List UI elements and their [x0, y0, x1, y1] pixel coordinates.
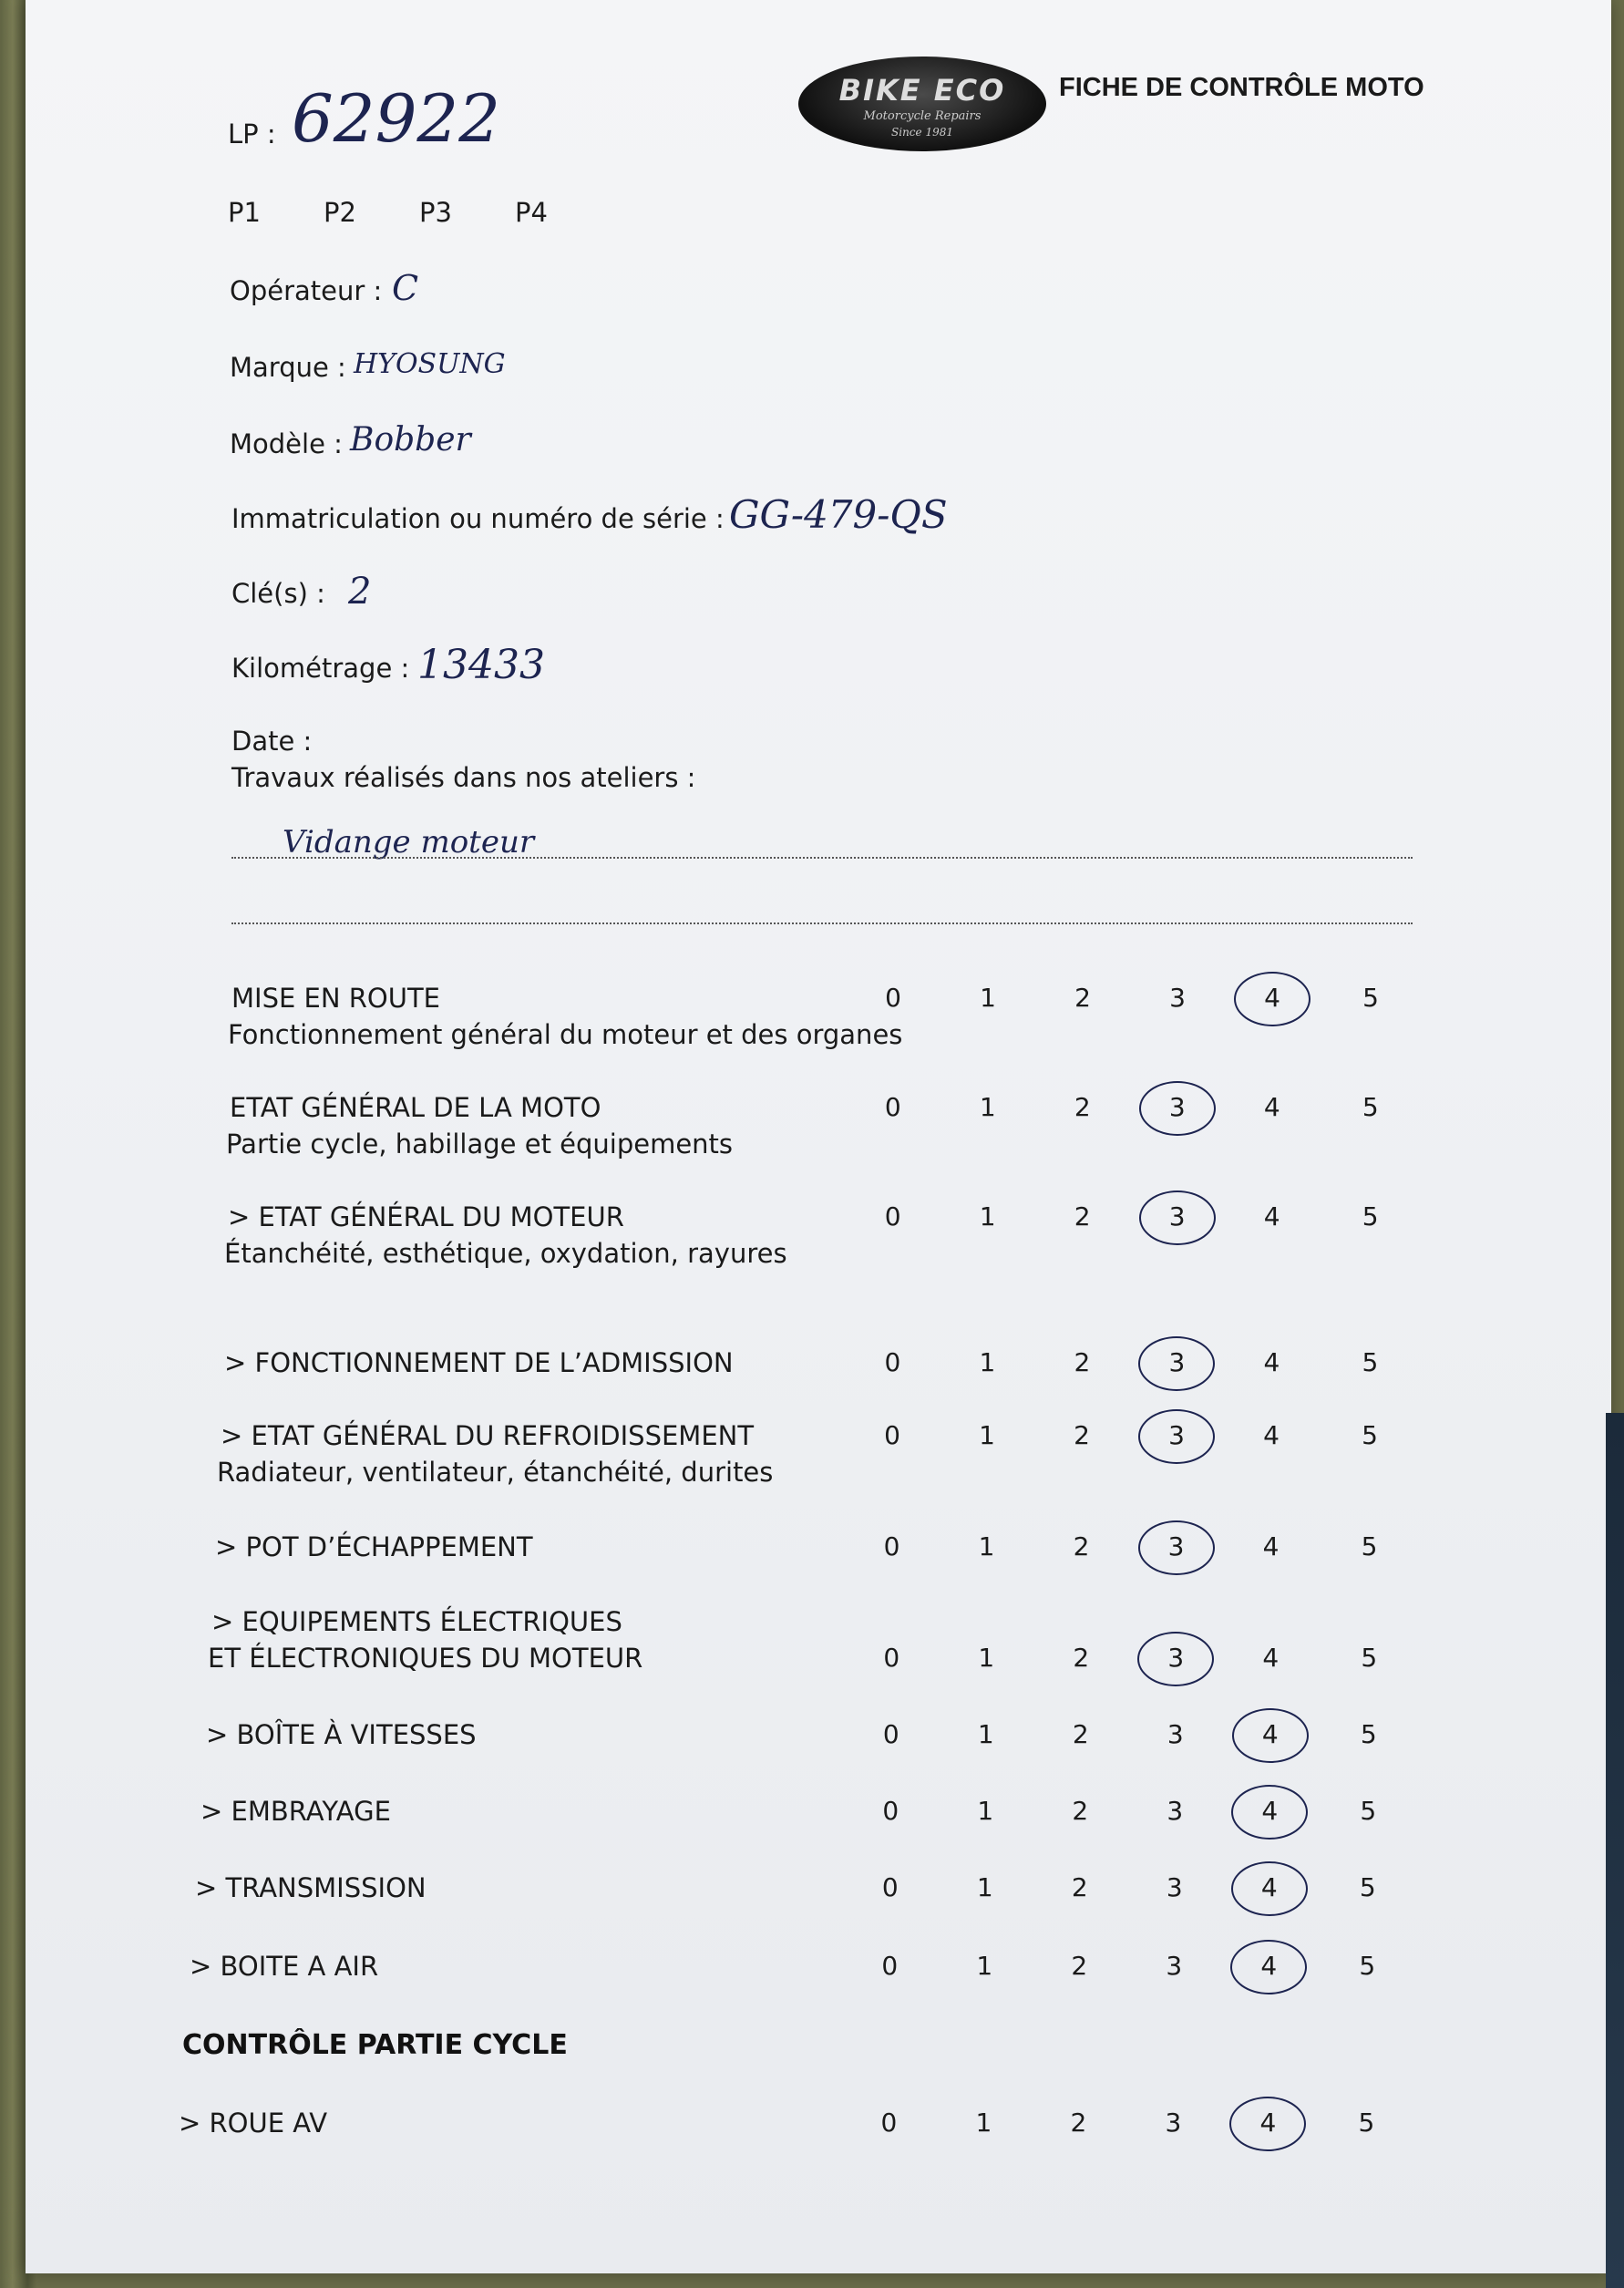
row-score-1-3[interactable]: 3	[1168, 1092, 1186, 1122]
row-sublabel-0: Fonctionnement général du moteur et des organes	[228, 1019, 903, 1050]
km-value[interactable]: 13433	[417, 642, 545, 688]
row-score-10-5[interactable]: 5	[1359, 1951, 1376, 1981]
cycle-row-selected-circle-0	[1229, 2097, 1306, 2151]
row-selected-circle-4	[1138, 1409, 1215, 1464]
row-selected-circle-0	[1234, 972, 1311, 1026]
row-score-6-3[interactable]: 3	[1167, 1643, 1185, 1673]
row-label-2: > ETAT GÉNÉRAL DU MOTEUR	[228, 1201, 624, 1232]
row-score-1-4[interactable]: 4	[1263, 1092, 1280, 1122]
row-label-7: > BOÎTE À VITESSES	[206, 1719, 477, 1750]
row-score-9-1[interactable]: 1	[976, 1872, 993, 1902]
cycle-row-score-0-1[interactable]: 1	[975, 2108, 992, 2138]
position-p4[interactable]: P4	[515, 197, 548, 228]
row-score-7-1[interactable]: 1	[977, 1719, 994, 1749]
row-score-9-3[interactable]: 3	[1166, 1872, 1183, 1902]
row-score-2-3[interactable]: 3	[1168, 1201, 1186, 1232]
cycle-row-score-0-5[interactable]: 5	[1358, 2108, 1375, 2138]
row-score-4-2[interactable]: 2	[1074, 1420, 1090, 1450]
row-label-1: ETAT GÉNÉRAL DE LA MOTO	[230, 1092, 601, 1123]
travaux-line-1	[231, 857, 1413, 859]
operateur-value[interactable]: C	[392, 268, 419, 308]
row-score-7-3[interactable]: 3	[1167, 1719, 1184, 1749]
position-p1[interactable]: P1	[228, 197, 261, 228]
row-score-0-0[interactable]: 0	[885, 983, 901, 1013]
date-label: Date :	[231, 726, 313, 757]
row-selected-circle-8	[1231, 1785, 1308, 1840]
row-score-4-1[interactable]: 1	[979, 1420, 995, 1450]
row-score-5-2[interactable]: 2	[1073, 1531, 1090, 1561]
logo-since: Since 1981	[891, 126, 953, 139]
row-score-4-3[interactable]: 3	[1168, 1420, 1185, 1450]
row-score-3-3[interactable]: 3	[1168, 1347, 1186, 1377]
row-score-10-4[interactable]: 4	[1260, 1951, 1278, 1981]
background-edge	[1606, 1413, 1624, 2288]
row-score-7-0[interactable]: 0	[882, 1719, 899, 1749]
cles-value[interactable]: 2	[348, 571, 372, 613]
row-score-8-5[interactable]: 5	[1360, 1796, 1377, 1826]
row-score-8-0[interactable]: 0	[882, 1796, 899, 1826]
form-title: FICHE DE CONTRÔLE MOTO	[1059, 73, 1424, 102]
row-sublabel-6: ET ÉLECTRONIQUES DU MOTEUR	[208, 1643, 643, 1674]
row-selected-circle-1	[1139, 1081, 1216, 1136]
km-label: Kilométrage :	[231, 653, 410, 684]
row-score-3-4[interactable]: 4	[1263, 1347, 1280, 1377]
cycle-row-label-0: > ROUE AV	[179, 2108, 328, 2139]
position-p2[interactable]: P2	[324, 197, 356, 228]
cycle-row-score-0-3[interactable]: 3	[1165, 2108, 1182, 2138]
row-score-4-5[interactable]: 5	[1362, 1420, 1378, 1450]
travaux-line-2	[231, 922, 1413, 924]
operateur-label: Opérateur :	[230, 275, 383, 306]
row-score-10-3[interactable]: 3	[1166, 1951, 1183, 1981]
row-score-4-4[interactable]: 4	[1263, 1420, 1280, 1450]
row-label-10: > BOITE A AIR	[190, 1951, 379, 1982]
row-score-0-4[interactable]: 4	[1264, 983, 1280, 1013]
immat-label: Immatriculation ou numéro de série :	[231, 503, 725, 534]
row-selected-circle-2	[1139, 1190, 1216, 1245]
row-score-9-2[interactable]: 2	[1071, 1872, 1088, 1902]
row-score-3-1[interactable]: 1	[979, 1347, 996, 1377]
row-sublabel-2: Étanchéité, esthétique, oxydation, rayures	[224, 1238, 787, 1269]
row-score-3-5[interactable]: 5	[1362, 1347, 1379, 1377]
row-score-8-4[interactable]: 4	[1261, 1796, 1279, 1826]
row-score-6-5[interactable]: 5	[1361, 1643, 1378, 1673]
row-score-6-0[interactable]: 0	[883, 1643, 900, 1673]
row-score-6-4[interactable]: 4	[1262, 1643, 1280, 1673]
row-score-10-2[interactable]: 2	[1071, 1951, 1088, 1981]
row-score-1-5[interactable]: 5	[1362, 1092, 1379, 1122]
row-score-5-3[interactable]: 3	[1167, 1531, 1185, 1561]
cycle-row-score-0-2[interactable]: 2	[1070, 2108, 1087, 2138]
row-selected-circle-5	[1138, 1520, 1215, 1575]
lp-value[interactable]: 62922	[292, 80, 501, 157]
row-score-0-5[interactable]: 5	[1362, 983, 1379, 1013]
cles-label: Clé(s) :	[231, 578, 325, 609]
row-score-2-0[interactable]: 0	[884, 1201, 901, 1232]
row-score-10-0[interactable]: 0	[881, 1951, 899, 1981]
row-score-9-4[interactable]: 4	[1260, 1872, 1278, 1902]
logo-brand: BIKE ECO	[838, 73, 1006, 108]
row-score-1-1[interactable]: 1	[979, 1092, 996, 1122]
row-score-8-3[interactable]: 3	[1167, 1796, 1184, 1826]
cycle-row-score-0-4[interactable]: 4	[1259, 2108, 1277, 2138]
row-selected-circle-10	[1230, 1940, 1307, 1994]
modele-value[interactable]: Bobber	[350, 421, 471, 459]
row-label-6: > EQUIPEMENTS ÉLECTRIQUES	[211, 1606, 622, 1637]
modele-label: Modèle :	[230, 428, 343, 459]
travaux-label: Travaux réalisés dans nos ateliers :	[231, 762, 696, 793]
row-sublabel-1: Partie cycle, habillage et équipements	[226, 1129, 734, 1159]
row-score-9-0[interactable]: 0	[881, 1872, 899, 1902]
row-selected-circle-7	[1232, 1708, 1309, 1763]
section-cycle-title: CONTRÔLE PARTIE CYCLE	[182, 2029, 568, 2061]
row-score-8-1[interactable]: 1	[977, 1796, 994, 1826]
marque-value[interactable]: HYOSUNG	[354, 348, 506, 380]
row-score-6-1[interactable]: 1	[978, 1643, 995, 1673]
row-score-2-5[interactable]: 5	[1362, 1201, 1379, 1232]
row-score-6-2[interactable]: 2	[1073, 1643, 1090, 1673]
row-score-10-1[interactable]: 1	[976, 1951, 993, 1981]
row-score-2-4[interactable]: 4	[1263, 1201, 1280, 1232]
marque-label: Marque :	[230, 352, 346, 383]
row-score-5-1[interactable]: 1	[978, 1531, 995, 1561]
row-sublabel-4: Radiateur, ventilateur, étanchéité, durites	[217, 1457, 774, 1488]
row-score-9-5[interactable]: 5	[1359, 1872, 1376, 1902]
row-score-2-2[interactable]: 2	[1074, 1201, 1091, 1232]
row-score-1-0[interactable]: 0	[884, 1092, 901, 1122]
row-score-5-4[interactable]: 4	[1262, 1531, 1280, 1561]
row-score-7-5[interactable]: 5	[1360, 1719, 1377, 1749]
row-score-0-2[interactable]: 2	[1074, 983, 1091, 1013]
row-score-3-0[interactable]: 0	[884, 1347, 901, 1377]
row-score-4-0[interactable]: 0	[884, 1420, 900, 1450]
row-score-0-1[interactable]: 1	[980, 983, 996, 1013]
row-label-5: > POT D’ÉCHAPPEMENT	[215, 1531, 533, 1562]
row-score-7-4[interactable]: 4	[1261, 1719, 1279, 1749]
row-label-3: > FONCTIONNEMENT DE L’ADMISSION	[224, 1347, 734, 1378]
cycle-row-score-0-0[interactable]: 0	[880, 2108, 898, 2138]
row-score-8-2[interactable]: 2	[1072, 1796, 1089, 1826]
row-label-4: > ETAT GÉNÉRAL DU REFROIDISSEMENT	[221, 1420, 755, 1451]
row-score-7-2[interactable]: 2	[1072, 1719, 1089, 1749]
row-score-1-2[interactable]: 2	[1074, 1092, 1091, 1122]
immat-value[interactable]: GG-479-QS	[729, 492, 948, 537]
position-p3[interactable]: P3	[419, 197, 452, 228]
bike-eco-logo	[798, 57, 1046, 151]
row-score-2-1[interactable]: 1	[979, 1201, 996, 1232]
row-label-9: > TRANSMISSION	[195, 1872, 427, 1903]
row-score-0-3[interactable]: 3	[1169, 983, 1186, 1013]
travaux-value[interactable]: Vidange moteur	[283, 824, 535, 861]
lp-label: LP :	[228, 119, 276, 149]
row-label-0: MISE EN ROUTE	[231, 983, 440, 1014]
row-score-5-0[interactable]: 0	[883, 1531, 900, 1561]
row-score-5-5[interactable]: 5	[1361, 1531, 1378, 1561]
row-label-8: > EMBRAYAGE	[200, 1796, 391, 1827]
row-selected-circle-3	[1138, 1336, 1215, 1391]
row-score-3-2[interactable]: 2	[1074, 1347, 1091, 1377]
logo-tagline: Motorcycle Repairs	[863, 109, 982, 123]
row-selected-circle-9	[1231, 1861, 1308, 1916]
row-selected-circle-6	[1137, 1632, 1214, 1686]
